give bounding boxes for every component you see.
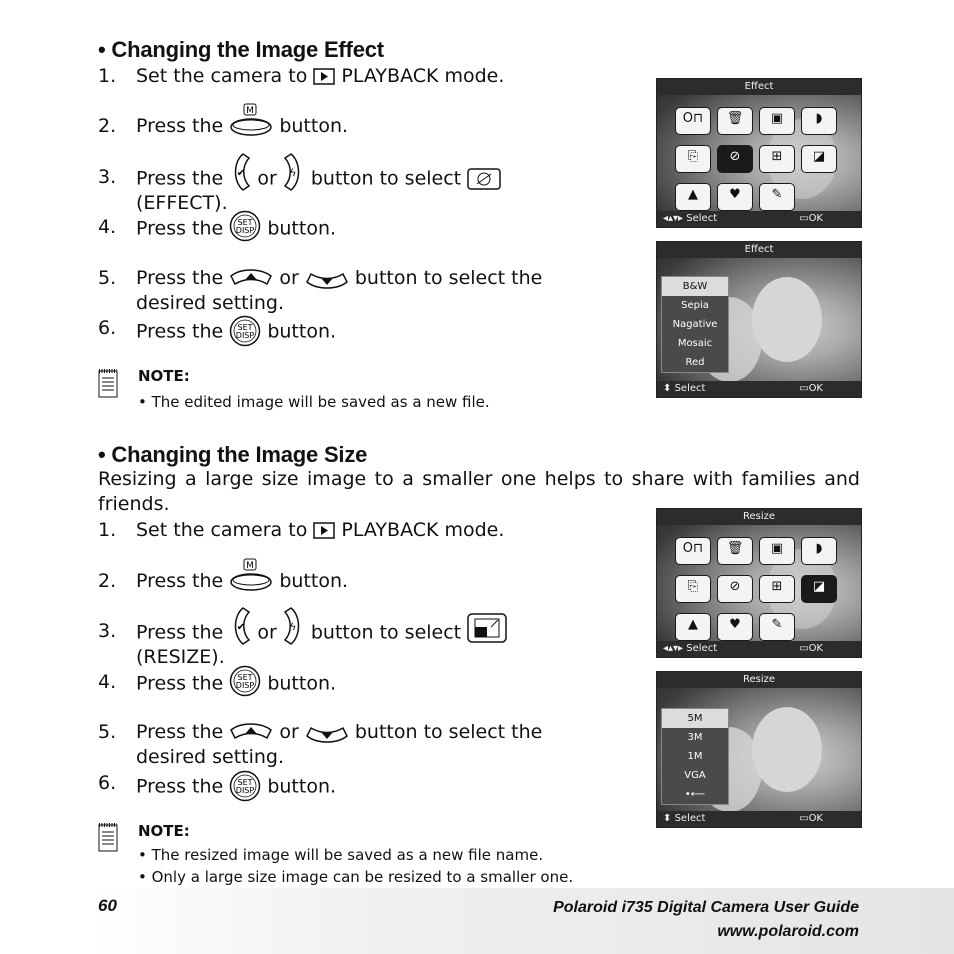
step-number: 3. <box>98 620 117 642</box>
trash-icon: 🗑 <box>717 537 753 565</box>
disp-label: DISP <box>236 786 255 795</box>
protect-icon: O⊓ <box>675 537 711 565</box>
intro-paragraph: Resizing a large size image to a smaller one helps to share with families and friends. <box>98 468 860 515</box>
screen-title: Resize <box>657 672 861 688</box>
svg-text:ϟ: ϟ <box>289 168 297 179</box>
playback-icon <box>313 522 335 539</box>
guide-title: Polaroid i735 Digital Camera User Guide <box>553 899 859 916</box>
screen-title: Resize <box>657 509 861 525</box>
step-number: 2. <box>98 570 117 592</box>
effect-grid-screen <box>656 78 862 228</box>
step-text: Press the <box>136 775 224 798</box>
step-text: button to select the <box>354 267 543 289</box>
effect-menu-screen <box>656 241 862 398</box>
frame-icon: ♥ <box>717 613 753 641</box>
step-text: Press the <box>136 721 224 743</box>
protect-icon: O⊓ <box>675 107 711 135</box>
step-number: 1. <box>98 65 117 87</box>
step-text: Press the <box>136 167 224 190</box>
right-button-icon <box>283 606 305 646</box>
copy-card-icon: ⎘ <box>675 145 711 173</box>
menu-letter: M <box>246 105 255 116</box>
menu-item[interactable]: 3M <box>687 732 703 743</box>
menu-item[interactable]: Red <box>685 357 705 368</box>
dpof-icon: ◗ <box>801 107 837 135</box>
step-1 <box>98 65 618 89</box>
step-text: button to select <box>310 621 462 644</box>
step-5 <box>98 721 618 745</box>
set-disp-button-icon <box>229 210 261 242</box>
screen-footer <box>657 381 861 397</box>
select-hint: ⬍ Select <box>663 383 706 394</box>
screen-title: Effect <box>657 79 861 95</box>
step-text: button to select the <box>354 721 543 743</box>
menu-item-back[interactable]: •⟵ <box>684 789 706 800</box>
page-number: 60 <box>98 896 117 915</box>
step-3-continuation: (RESIZE). <box>136 646 225 668</box>
effect-icon: ⊘ <box>717 575 753 603</box>
step-number: 4. <box>98 216 117 238</box>
step-text: PLAYBACK mode. <box>341 65 505 87</box>
resize-icon <box>467 613 507 643</box>
step-text: Press the <box>136 570 224 592</box>
note-text: • Only a large size image can be resized to a smaller one. <box>138 868 574 886</box>
settings-icon: ✎ <box>759 183 795 211</box>
step-number: 5. <box>98 721 117 743</box>
menu-item[interactable]: Nagative <box>672 319 718 330</box>
website-url: www.polaroid.com <box>717 923 859 940</box>
svg-text:✔: ✔ <box>237 168 246 179</box>
set-label: SET <box>237 218 253 227</box>
menu-button-icon <box>229 558 273 592</box>
step-text: button. <box>267 775 337 798</box>
dpof-icon: ◗ <box>801 537 837 565</box>
startup-image-icon: ▲ <box>675 183 711 211</box>
right-button-icon <box>283 152 305 192</box>
step-6 <box>98 772 618 796</box>
section-heading-size: • Changing the Image Size <box>98 442 368 467</box>
step-text: Press the <box>136 115 224 137</box>
step-text: Press the <box>136 320 224 343</box>
slideshow-icon: ▣ <box>759 107 795 135</box>
set-disp-button-icon <box>229 315 261 347</box>
down-button-icon <box>305 268 349 290</box>
set-label: SET <box>237 673 253 682</box>
step-text: or <box>257 621 277 644</box>
note-icon <box>98 368 118 398</box>
set-disp-button-icon <box>229 665 261 697</box>
section-heading-effect: • Changing the Image Effect <box>98 37 384 62</box>
note-icon <box>98 822 118 852</box>
disp-label: DISP <box>236 226 255 235</box>
menu-button-icon <box>229 103 273 137</box>
resize-grid-screen <box>656 508 862 658</box>
note-text: • The resized image will be saved as a new file name. <box>138 846 544 864</box>
step-text: button. <box>279 570 349 592</box>
step-number: 2. <box>98 115 117 137</box>
disp-label: DISP <box>236 331 255 340</box>
photo-face <box>752 707 822 792</box>
step-number: 6. <box>98 772 117 794</box>
resize-icon: ◪ <box>801 145 837 173</box>
svg-text:✔: ✔ <box>237 622 246 633</box>
step-number: 3. <box>98 166 117 188</box>
step-number: 6. <box>98 317 117 339</box>
step-number: 1. <box>98 519 117 541</box>
step-text: Set the camera to <box>136 65 308 87</box>
menu-item[interactable]: VGA <box>684 770 706 781</box>
step-3-continuation: (EFFECT). <box>136 192 228 214</box>
playback-icon <box>313 68 335 85</box>
menu-item[interactable]: Sepia <box>681 300 709 311</box>
step-1 <box>98 519 618 543</box>
rotate-icon: ⊞ <box>759 575 795 603</box>
resize-menu-screen <box>656 671 862 828</box>
effect-menu <box>661 276 729 373</box>
effect-icon-selected: ⊘ <box>717 145 753 173</box>
step-text: Set the camera to <box>136 519 308 541</box>
rotate-icon: ⊞ <box>759 145 795 173</box>
step-text: PLAYBACK mode. <box>341 519 505 541</box>
menu-item[interactable]: B&W <box>662 277 728 296</box>
step-text: button. <box>279 115 349 137</box>
set-label: SET <box>237 778 253 787</box>
note-text: • The edited image will be saved as a new file. <box>138 393 490 411</box>
trash-icon: 🗑 <box>717 107 753 135</box>
step-2 <box>98 560 618 594</box>
step-text: button. <box>267 320 337 343</box>
up-button-icon <box>229 722 273 744</box>
menu-item[interactable]: 1M <box>687 751 703 762</box>
step-5-continuation: desired setting. <box>136 292 285 314</box>
step-3 <box>98 166 618 190</box>
ok-hint: ▭OK <box>799 813 823 824</box>
step-text: Press the <box>136 672 224 695</box>
note-label: NOTE: <box>138 822 190 840</box>
settings-icon: ✎ <box>759 613 795 641</box>
step-3 <box>98 620 618 644</box>
note-label: NOTE: <box>138 367 190 385</box>
select-hint: ⬍ Select <box>663 813 706 824</box>
set-disp-button-icon <box>229 770 261 802</box>
step-text: or <box>279 267 299 289</box>
up-button-icon <box>229 268 273 290</box>
menu-item[interactable]: 5M <box>662 709 728 728</box>
step-2 <box>98 105 618 139</box>
step-text: or <box>257 167 277 190</box>
step-text: Press the <box>136 621 224 644</box>
resize-menu <box>661 708 729 805</box>
menu-item[interactable]: Mosaic <box>677 338 713 349</box>
disp-label: DISP <box>236 681 255 690</box>
screen-footer <box>657 811 861 827</box>
ok-hint: ▭OK <box>799 643 823 654</box>
step-text: or <box>279 721 299 743</box>
footer-title-block <box>553 896 859 944</box>
step-5-continuation: desired setting. <box>136 746 285 768</box>
set-label: SET <box>237 323 253 332</box>
step-6 <box>98 317 618 341</box>
left-button-icon <box>229 152 251 192</box>
slideshow-icon: ▣ <box>759 537 795 565</box>
left-button-icon <box>229 606 251 646</box>
step-text: Press the <box>136 217 224 240</box>
screen-footer <box>657 211 861 227</box>
down-button-icon <box>305 722 349 744</box>
menu-letter: M <box>246 560 255 571</box>
copy-card-icon: ⎘ <box>675 575 711 603</box>
step-text: button to select <box>310 167 462 190</box>
select-hint: ◂▴▾▸ Select <box>663 213 718 224</box>
screen-footer <box>657 641 861 657</box>
photo-face <box>752 277 822 362</box>
svg-text:ϟ: ϟ <box>289 622 297 633</box>
step-text: button. <box>267 672 337 695</box>
resize-icon-selected: ◪ <box>801 575 837 603</box>
step-4 <box>98 671 618 695</box>
step-number: 4. <box>98 671 117 693</box>
ok-hint: ▭OK <box>799 383 823 394</box>
ok-hint: ▭OK <box>799 213 823 224</box>
effect-icon <box>467 168 501 190</box>
startup-image-icon: ▲ <box>675 613 711 641</box>
frame-icon: ♥ <box>717 183 753 211</box>
step-text: button. <box>267 217 337 240</box>
select-hint: ◂▴▾▸ Select <box>663 643 718 654</box>
step-number: 5. <box>98 267 117 289</box>
step-5 <box>98 267 618 291</box>
step-text: Press the <box>136 267 224 289</box>
step-4 <box>98 216 618 240</box>
screen-title: Effect <box>657 242 861 258</box>
